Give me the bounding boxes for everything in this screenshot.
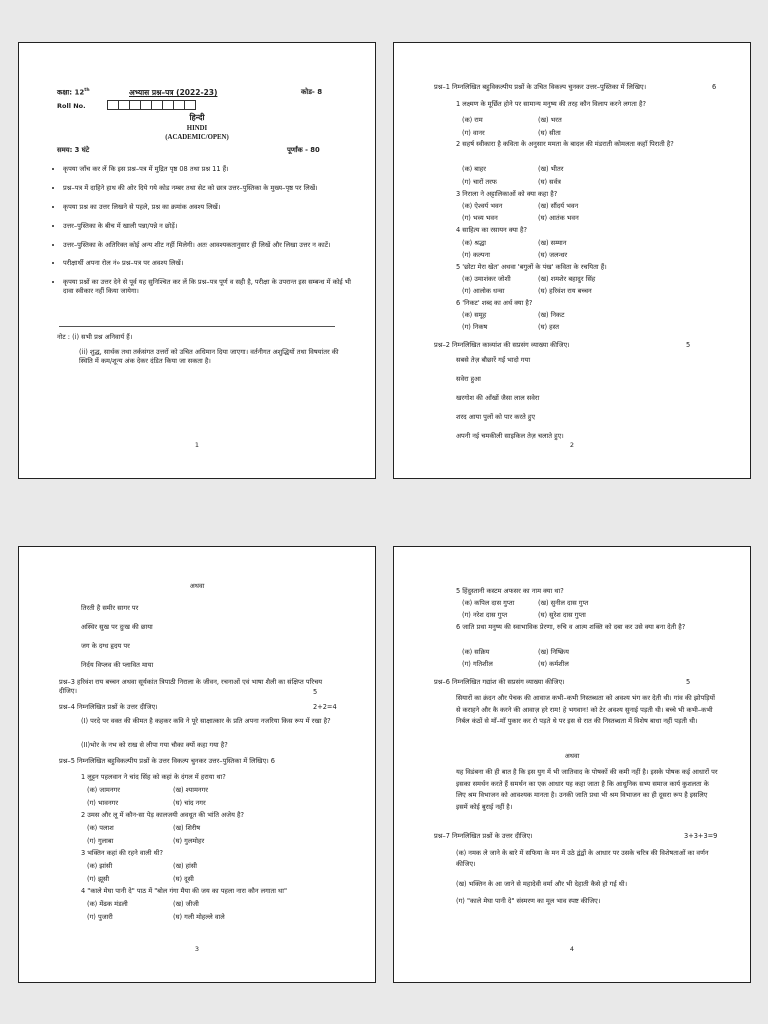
mcq-question: 6 'निकट' शब्द का अर्थ क्या है? (456, 299, 533, 307)
mcq-option: (ग) नरेश दास गुप्त (462, 611, 508, 619)
mcq-option: (ग) गुलाबा (87, 837, 114, 845)
question-5: प्रश्न–5 निम्नलिखित बहुविकल्पीय प्रश्नों के उत्तर विकल्प चुनकर उत्तर–पुस्तिका में लिखिए। 6 (59, 757, 276, 765)
page-number: 4 (569, 945, 575, 954)
instruction-item: • कृपया जाँच कर लें कि इस प्रश्न–पत्र में मुद्रित पृष्ठ 08 तथा प्रश्न 11 हैं। (63, 165, 353, 174)
mcq-question: 1 लक्ष्मण के मूर्छित होने पर सामान्य मनुष्य की तरह कौन विलाप करने लगता है? (456, 100, 646, 108)
time-allowed: समय: 3 घंटे (57, 146, 90, 154)
mcq-option: (घ) गली मोहल्ले वाले (173, 913, 225, 921)
mcq-option: (ख) निष्क्रिय (538, 648, 569, 656)
question-3-marks: 5 (313, 688, 318, 696)
paper-code: कोड- 8 (301, 88, 323, 96)
mcq-option: (घ) चांद नगर (173, 799, 206, 807)
poem-line: निर्दय विप्लव की प्लावित माया (81, 661, 154, 669)
mcq-option: (क) उमाशंकर जोशी (462, 275, 511, 283)
mcq-option: (क) सक्रिय (462, 648, 490, 656)
mcq-option: (ख) श्यामनगर (173, 786, 208, 794)
mcq-question: 5 'छोटा मेरा खेत' अथवा 'बगुलों के पंख' कविता के रचयिता हैं। (456, 263, 607, 271)
page-3 (18, 546, 376, 983)
instruction-item: • प्रश्न–पत्र में दाहिने हाथ की ओर दिये गये कोड नम्बर तथा सेट को छात्र उत्तर–पुस्तिका के मुख्य–पृष्ठ पर लिखें। (63, 184, 353, 193)
mcq-question: 3 भक्तिन कहां की रहने वाली थी? (81, 849, 163, 857)
mcq-option: (ग) भावनगर (87, 799, 119, 807)
question-4-part-1: (I) परदे पर वक्त की कीमत है कहकर कवि ने पूरे साक्षात्कार के प्रति अपना नजरिया किस रूप में रखा है? (81, 717, 331, 725)
paper-title: अभ्यास प्रश्न–पत्र (2022-23) (129, 88, 218, 97)
mcq-question: 1 लुट्टन पहलवान ने चांद सिंह को कहां के दंगल में हराया था? (81, 773, 226, 781)
mcq-option: (ग) झूसी (87, 875, 110, 883)
mcq-option: (घ) गुलमोहर (173, 837, 205, 845)
subject-hindi: हिन्दी (189, 113, 205, 122)
mcq-option: (ख) हांसी (173, 862, 198, 870)
max-marks: पूर्णांक - 80 (287, 146, 320, 154)
question-6-marks: 5 (686, 678, 691, 686)
athva-label: अथवा (189, 582, 205, 590)
roll-label: Roll No. (57, 102, 86, 110)
mcq-question: 4 "काले मेघा पानी दे" पाठ में "बोल गंगा मैया की जय का पहला नारा कौन लगाता था" (81, 887, 288, 895)
mcq-question: 4 साहित्य का रसायन क्या है? (456, 226, 527, 234)
mcq-option: (ख) जीजी (173, 900, 199, 908)
mcq-option: (ग) निकष (462, 323, 488, 331)
question-1-marks: 6 (712, 83, 717, 91)
question-4-marks: 2+2=4 (313, 703, 337, 711)
mcq-option: (घ) सीता (538, 129, 561, 137)
mcq-option: (घ) सर्वत्र (538, 178, 561, 186)
mcq-option: (ख) सौंदर्य भवन (538, 202, 579, 210)
poem-line: तिरती है समीर सागर पर (81, 604, 139, 612)
mcq-question: 2 उमस और लू में कौन-सा पेड़ कालजयी अवधूत की भांति अजेय है? (81, 811, 244, 819)
page-1 (18, 42, 376, 479)
mcq-option: (क) झांसी (87, 862, 113, 870)
poem-line: खरगोश की आँखों जैसा लाल सवेरा (456, 394, 540, 402)
note-2: (ii) शुद्ध, सार्थक तथा तर्कसंगत उत्तरों को उचित अधिमान दिया जाएगा। वर्तनीगत अशुद्धियों तथा विषयांतर की स्थिति में कम/शून्य अंक देकर दंडित किया जा सकता है। (79, 348, 339, 365)
mcq-option: (क) ऐश्वर्य भवन (462, 202, 503, 210)
mcq-option: (घ) आतंक भवन (538, 214, 579, 222)
question-3: प्रश्न–3 हरिवंश राय बच्चन अथवा सूर्यकांत त्रिपाठी निराला के जीवन, रचनाओं एवं भाषा शैली का संक्षिप्त परिचय दीजिए। (59, 678, 323, 695)
question-7-part-a: (क) नमक ले जाने के बारे में सफिया के मन में उठे द्वंद्वों के आधार पर उसके चरित्र की विशेषताओं का वर्णन कीजिए। (456, 849, 709, 868)
mcq-option: (क) कपिल दास गुप्ता (462, 599, 515, 607)
mcq-question: 3 निराला ने अट्टालिकाओं को क्या कहा है? (456, 190, 558, 198)
question-2: प्रश्न–2 निम्नलिखित काव्यांश की सप्रसंग व्याख्या कीजिए। (434, 341, 570, 349)
class-label: कक्षा: 12th (57, 88, 90, 97)
mcq-option: (क) श्रद्धा (462, 239, 486, 247)
passage-2: यह विडंबना की ही बात है कि इस युग में भी जातिवाद के पोषकों की कमी नहीं है। इसके पोषक कई आधारों पर इसका समर्थन करते हैं समर्थन का एक आधार यह कहा जाता है कि आधुनिक सभ्य समाज कार्य कुशलता के लिए श्रम विभाजन को आवश्यक मानता है। उनकी जाति प्रथा भी श्रम विभाजन का ही दूसरा रूप है इसलिए इसमें कोई बुराई नहीं है। (456, 768, 718, 811)
page-4 (393, 546, 751, 983)
mcq-option: (घ) कर्मशील (538, 660, 569, 668)
question-4-part-2: (II)भोर के नभ को राख से लीपा गया चौका क्यों कहा गया है? (81, 741, 228, 749)
mcq-option: (ख) शमशेर बहादुर सिंह (538, 275, 596, 283)
question-4: प्रश्न–4 निम्नलिखित प्रश्नों के उत्तर दीजिए। (59, 703, 158, 711)
mcq-option: (ग) पुजारी (87, 913, 113, 921)
subject-english: HINDI (186, 125, 208, 132)
question-1: प्रश्न–1 निम्नलिखित बहुविकल्पीय प्रश्नों के उचित विकल्प चुनकर उत्तर–पुस्तिका में लिखिए। (434, 83, 647, 91)
mcq-question: 6 जाति प्रथा मनुष्य की स्वाभाविक प्रेरणा, रुचि व आत्म शक्ति को दबा कर उसे क्या बना देती है? (456, 623, 686, 631)
mcq-option: (घ) हस्त (538, 323, 559, 331)
mcq-option: (घ) हरिवंश राय बच्चन (538, 287, 592, 295)
mcq-option: (ख) सुनील दास गुप्त (538, 599, 589, 607)
note-1: नोट : (i) सभी प्रश्न अनिवार्य हैं। (57, 333, 133, 341)
question-7-part-c: (ग) "काले मेघा पानी दे" संस्मरण का मूल भाव स्पष्ट कीजिए। (456, 897, 601, 905)
question-7: प्रश्न–7 निम्नलिखित प्रश्नों के उत्तर दीजिए। (434, 832, 533, 840)
mcq-option: (क) समूह (462, 311, 487, 319)
mcq-option: (ख) भीतर (538, 165, 564, 173)
mcq-option: (ग) आलोक धन्वा (462, 287, 505, 295)
page-number: 2 (569, 441, 575, 450)
poem-line: जग के दग्ध हृदय पर (81, 642, 130, 650)
roll-number-boxes[interactable] (107, 100, 195, 110)
poem-line: सबसे तेज़ बौछारें गईं भादो गया (456, 356, 531, 364)
divider (59, 326, 335, 327)
athva-label: अथवा (564, 752, 580, 760)
mcq-option: (क) मेंढक मंडली (87, 900, 128, 908)
mcq-question: 5 हिंदुस्तानी कस्टम अफसर का नाम क्या था? (456, 587, 564, 595)
poem-line: शरद आया पुलों को पार करते हुए (456, 413, 536, 421)
mcq-option: (घ) सुरेश दास गुप्ता (538, 611, 586, 619)
question-6: प्रश्न–6 निम्नलिखित गद्यांश की सप्रसंग व्याख्या कीजिए। (434, 678, 565, 686)
instruction-item: • उत्तर–पुस्तिका के बीच में खाली पन्ना/पन्ने न छोड़ें। (63, 222, 353, 231)
poem-line: सवेरा हुआ (456, 375, 481, 383)
mcq-option: (क) जामनगर (87, 786, 120, 794)
instruction-item: • उत्तर–पुस्तिका के अतिरिक्त कोई अन्य शीट नहीं मिलेगी। अतः आवश्यकतानुसार ही लिखें और लिखा उत्तर न काटें। (63, 241, 353, 250)
instruction-item: • कृपया प्रश्न का उत्तर लिखने से पहले, प्रश्न का क्रमांक अवश्य लिखें। (63, 203, 353, 212)
mcq-option: (ग) भव्य भवन (462, 214, 498, 222)
mcq-option: (ख) सम्मान (538, 239, 567, 247)
mcq-option: (ख) निकट (538, 311, 565, 319)
page-2 (393, 42, 751, 479)
mcq-option: (घ) जलन्धर (538, 251, 568, 259)
mcq-option: (ख) भरत (538, 116, 562, 124)
passage-1: सियारों का क्रंदन और पेचक की आवाज कभी–कभी निस्तब्धता को अवश्य भंग कर देती थी। गांव की झोपड़ियों से कराहने और कै करने की आवाज़ हरे राम! हे भगवान! को टेर अवश्य सुनाई पड़ती थी। बच्चे भी कभी–कभी निर्बल कंठों से माँ–माँ पुकार कर रो पड़ते थे पर इस से रात की निस्तब्धता में विशेष बाधा नहीं पड़ती थी। (456, 694, 715, 726)
mcq-option: (क) बाहर (462, 165, 486, 173)
page-number: 1 (194, 441, 200, 450)
mcq-option: (ग) वानर (462, 129, 485, 137)
question-7-part-b: (ख) भक्तिन के आ जाने से महादेवी वर्मा और भी देहाती कैसे हो गई थी। (456, 880, 628, 888)
mcq-option: (ख) शिरीष (173, 824, 201, 832)
question-7-marks: 3+3+3=9 (684, 832, 718, 840)
mcq-option: (क) पलाश (87, 824, 114, 832)
mcq-option: (ग) गतिशील (462, 660, 493, 668)
mcq-option: (क) राम (462, 116, 483, 124)
mcq-option: (ग) कल्पना (462, 251, 490, 259)
instruction-item: • परीक्षार्थी अपना रोल नं० प्रश्न–पत्र पर अवश्य लिखें। (63, 259, 353, 268)
page-number: 3 (194, 945, 200, 954)
mcq-option: (घ) दूसी (173, 875, 194, 883)
poem-line: अस्थिर सुख पर दुःख की छाया (81, 623, 153, 631)
instructions-list (55, 165, 353, 306)
question-2-marks: 5 (686, 341, 691, 349)
mcq-question: 2 सहर्ष स्वीकारा है कविता के अनुसार ममता के बादल की मंडराती कोमलता कहाँ पिराती है? (456, 140, 674, 148)
instruction-item: • कृपया प्रश्नों का उत्तर देने से पूर्व यह सुनिश्चित कर लें कि प्रश्न–पत्र पूर्ण व सही है, परीक्षा के उपरान्त इस सम्बन्ध में कोई भी दावा स्वीकार नहीं किया जायेगा। (63, 278, 353, 296)
stream: (ACADEMIC/OPEN) (165, 134, 229, 141)
mcq-option: (ग) चारों तरफ (462, 178, 497, 186)
poem-line: अपनी नई चमकीली साइकिल तेज़ चलाते हुए। (456, 432, 564, 440)
